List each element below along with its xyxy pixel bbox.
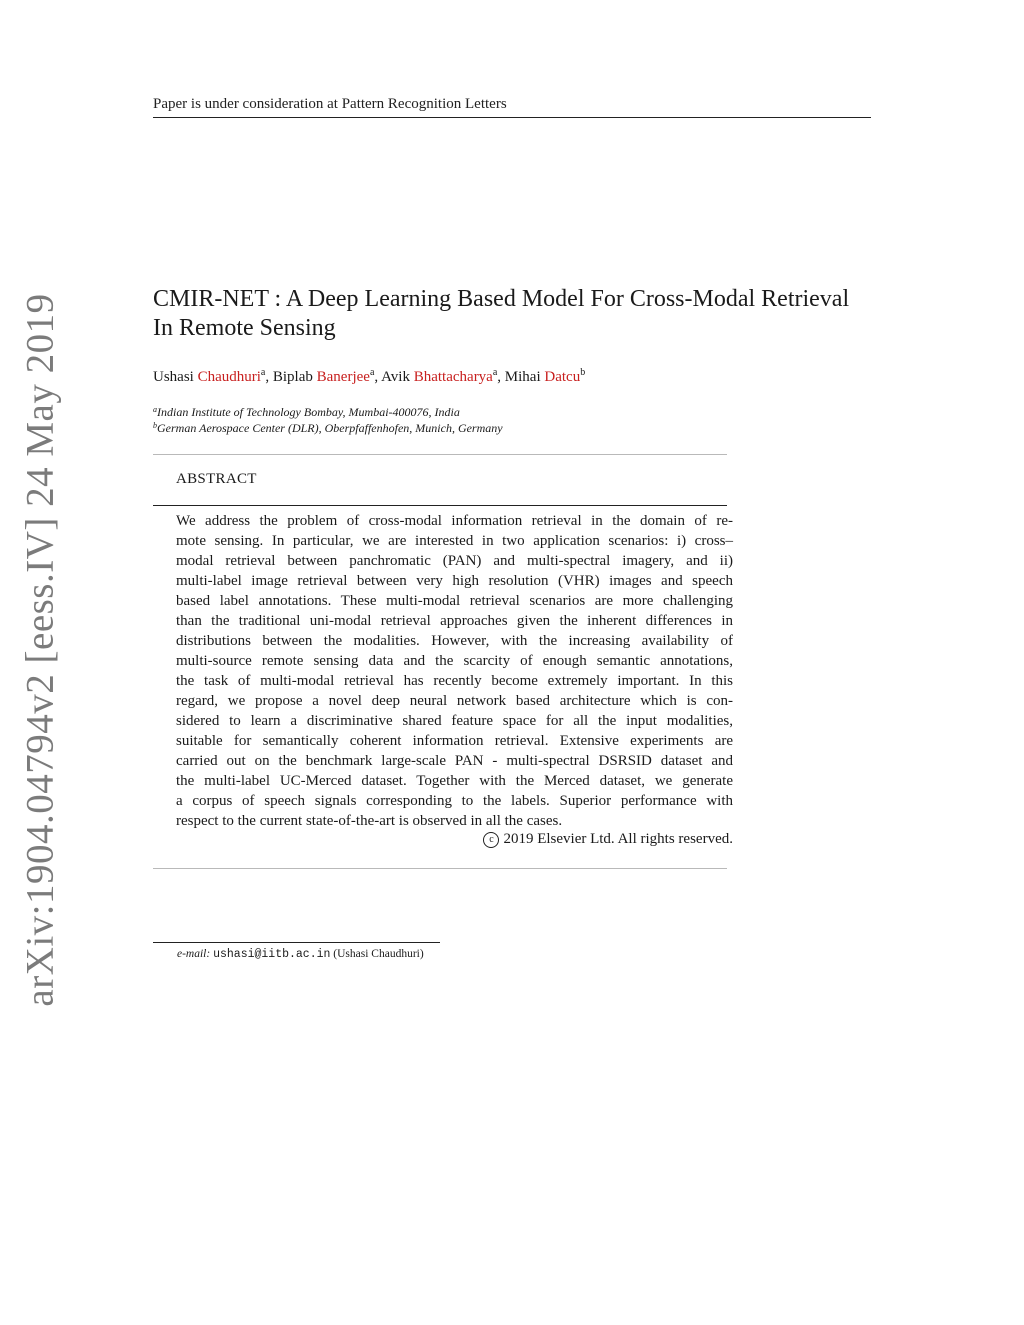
abstract-line: than the traditional uni-modal retrieval approaches given the inherent differences in xyxy=(176,613,733,629)
arxiv-identifier-stamp: arXiv:1904.04794v2 [eess.IV] 24 May 2019 xyxy=(18,293,62,1007)
abstract-line: based label annotations. These multi-modal retrieval scenarios are more challenging xyxy=(176,593,733,609)
abstract-line: a corpus of speech signals corresponding to the labels. Superior performance with xyxy=(176,793,733,809)
abstract-line: carried out on the benchmark large-scale PAN - multi-spectral DSRSID dataset and xyxy=(176,753,733,769)
abstract-line: multi-source remote sensing data and the scarcity of enough semantic annotations, xyxy=(176,653,733,669)
affiliation-mark: b xyxy=(153,421,157,430)
copyright-icon: c xyxy=(483,832,499,848)
copyright-notice xyxy=(176,831,733,848)
abstract-bottom-rule xyxy=(153,868,727,869)
author-link[interactable]: Bhattacharya xyxy=(413,369,493,385)
author-link[interactable]: Datcu xyxy=(544,369,581,385)
author-first-name: Mihai xyxy=(504,369,541,385)
affiliation-mark: b xyxy=(580,367,586,378)
affiliation-mark: a xyxy=(492,367,498,378)
affiliation-text: German Aerospace Center (DLR), Oberpfaffenhofen, Munich, Germany xyxy=(157,421,503,435)
abstract-line: the task of multi-modal retrieval has recently become extremely important. In this xyxy=(176,673,733,689)
author-link[interactable]: Banerjee xyxy=(316,369,370,385)
email-owner: (Ushasi Chaudhuri) xyxy=(333,948,424,960)
author-first-name: Ushasi xyxy=(153,369,194,385)
abstract-line: regard, we propose a novel deep neural network based architecture which is con- xyxy=(176,693,733,709)
email-footnote xyxy=(177,948,424,961)
abstract-line: We address the problem of cross-modal information retrieval in the domain of re- xyxy=(176,513,733,529)
abstract-body xyxy=(176,511,733,831)
author-first-name: Biplab xyxy=(272,369,313,385)
affiliation-line xyxy=(153,404,503,420)
paper-title xyxy=(153,285,873,343)
footnote-rule xyxy=(153,942,440,943)
abstract-heading: ABSTRACT xyxy=(176,471,257,487)
abstract-line: distributions between the modalities. However, with the increasing availability of xyxy=(176,633,733,649)
abstract-line: sidered to learn a discriminative shared feature space for all the input modalities, xyxy=(176,713,733,729)
title-line-2: In Remote Sensing xyxy=(153,315,336,341)
affiliation-mark: a xyxy=(369,367,375,378)
affiliation-mark: a xyxy=(260,367,266,378)
affiliation-text: Indian Institute of Technology Bombay, Mumbai-400076, India xyxy=(157,405,460,419)
title-line-1: CMIR-NET : A Deep Learning Based Model For Cross-Modal Retrieval xyxy=(153,286,850,312)
affiliations xyxy=(153,404,503,436)
author-first-name: Avik xyxy=(381,369,410,385)
author-list: Ushasi Chaudhuri$^a$, Biplab Banerjee$^a$, Avik Bhattacharya$^a$, Mihai Datcu$^b$ xyxy=(153,367,586,385)
email-label: e-mail: xyxy=(177,948,211,960)
abstract-line: suitable for semantically coherent information retrieval. Extensive experiments are xyxy=(176,733,733,749)
abstract-heading-rule xyxy=(153,505,727,506)
abstract-line: mote sensing. In particular, we are interested in two application scenarios: i) cross– xyxy=(176,533,733,549)
copyright-text: 2019 Elsevier Ltd. All rights reserved. xyxy=(503,831,733,847)
abstract-line: modal retrieval between panchromatic (PAN) and multi-spectral imagery, and ii) xyxy=(176,553,733,569)
abstract-line: respect to the current state-of-the-art is observed in all the cases. xyxy=(176,813,563,829)
email-link[interactable]: ushasi@iitb.ac.in xyxy=(213,948,331,961)
abstract-line: the multi-label UC-Merced dataset. Together with the Merced dataset, we generate xyxy=(176,773,733,789)
running-head: Paper is under consideration at Pattern Recognition Letters xyxy=(153,96,507,112)
affiliation-mark: a xyxy=(153,405,157,414)
header-rule xyxy=(153,117,871,118)
abstract-line: multi-label image retrieval between very high resolution (VHR) images and speech xyxy=(176,573,733,589)
author-link[interactable]: Chaudhuri xyxy=(197,369,261,385)
abstract-top-rule xyxy=(153,454,727,455)
affiliation-line xyxy=(153,420,503,436)
